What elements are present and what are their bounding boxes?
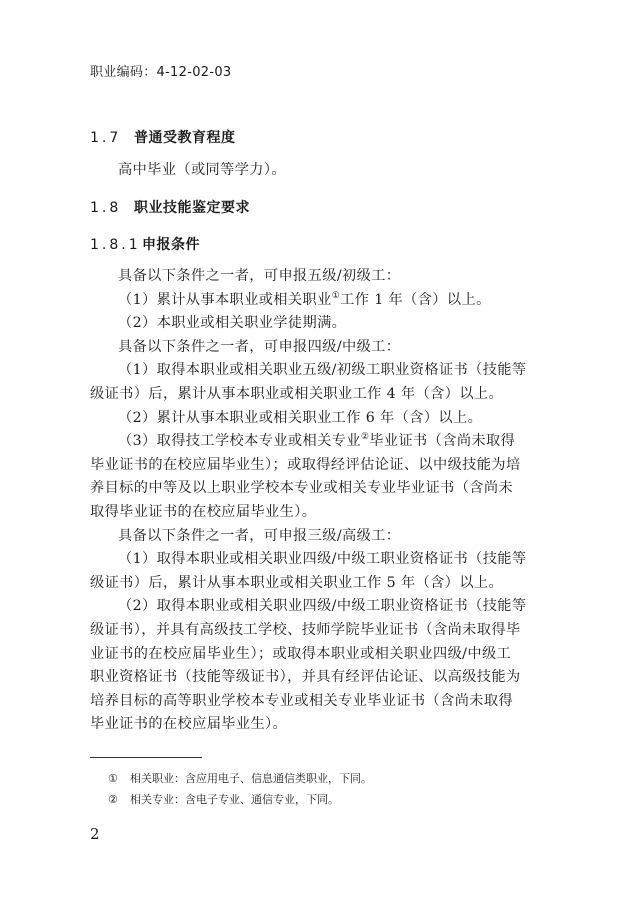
footnote-mark: ② xyxy=(108,793,118,806)
level4-condition-3-line-4: 取得毕业证书的在校应届毕业生）。 xyxy=(90,503,317,520)
footnote-1 xyxy=(108,770,372,786)
section-heading-1-7 xyxy=(90,127,236,147)
footnote-ref-2: ② xyxy=(360,432,370,443)
level4-intro: 具备以下条件之一者，可申报四级/中级工： xyxy=(118,338,401,355)
level3-condition-2-line-6: 毕业证书的在校应届毕业生）。 xyxy=(90,716,288,733)
footnote-ref-1: ① xyxy=(331,290,341,301)
level3-condition-2-line-4: 职业资格证书（技能等级证书），并具有经评估论证、以高级技能为 xyxy=(90,669,521,686)
level3-condition-2-line-2: 级证书），并具有高级技工学校、技师学院毕业证书（含尚未取得毕 xyxy=(90,621,521,638)
level4-condition-1-line-1: （1）取得本职业或相关职业五级/初级工职业资格证书（技能等 xyxy=(118,362,527,379)
footnote-text: 相关专业：含电子专业、通信专业，下同。 xyxy=(130,793,339,806)
level4-condition-2: （2）累计从事本职业或相关职业工作 6 年（含）以上。 xyxy=(118,409,483,426)
education-paragraph xyxy=(90,159,550,183)
text-line: 高中毕业（或同等学力）。 xyxy=(118,162,286,178)
section-title: 普通受教育程度 xyxy=(134,130,236,146)
section-title: 申报条件 xyxy=(142,237,200,253)
footnote-divider xyxy=(90,757,202,758)
page-number: 2 xyxy=(90,825,100,843)
level4-condition-3-line-3: 养目标的中等及以上职业学校本专业或相关专业毕业证书（含尚未 xyxy=(90,480,514,497)
level3-condition-2-line-5: 培养目标的高等职业学校本专业或相关专业毕业证书（含尚未取得 xyxy=(90,692,514,709)
application-conditions-text xyxy=(90,265,550,737)
section-number: 1.8 xyxy=(90,200,122,216)
level3-intro: 具备以下条件之一者，可申报三级/高级工： xyxy=(118,527,401,544)
level4-condition-1-line-2: 级证书）后，累计从事本职业或相关职业工作 4 年（含）以上。 xyxy=(90,385,504,402)
section-number: 1.8.1 xyxy=(90,237,141,253)
level5-condition-2: （2）本职业或相关职业学徒期满。 xyxy=(118,315,347,332)
section-title: 职业技能鉴定要求 xyxy=(134,200,250,216)
level3-condition-2-line-3: 业证书的在校应届毕业生）；或取得本职业或相关职业四级/中级工 xyxy=(90,645,512,662)
footnote-mark: ① xyxy=(108,772,118,785)
section-number: 1.7 xyxy=(90,130,122,146)
level3-condition-1-line-2: 级证书）后，累计从事本职业或相关职业工作 5 年（含）以上。 xyxy=(90,574,504,591)
level3-condition-2-line-1: （2）取得本职业或相关职业四级/中级工职业资格证书（技能等 xyxy=(118,598,527,615)
footnote-2 xyxy=(108,791,339,807)
level5-condition-1: （1）累计从事本职业或相关职业①工作 1 年（含）以上。 xyxy=(118,290,491,308)
level4-condition-3-line-1: （3）取得技工学校本专业或相关专业②毕业证书（含尚未取得 xyxy=(118,432,516,450)
level5-intro: 具备以下条件之一者，可申报五级/初级工： xyxy=(118,268,401,284)
level4-condition-3-line-2: 毕业证书的在校应届毕业生）；或取得经评估论证、以中级技能为培 xyxy=(90,456,521,473)
section-heading-1-8-1 xyxy=(90,234,200,254)
occupation-code: 职业编码：4-12-02-03 xyxy=(90,65,232,80)
footnote-text: 相关职业：含应用电子、信息通信类职业，下同。 xyxy=(130,772,372,785)
level3-condition-1-line-1: （1）取得本职业或相关职业四级/中级工职业资格证书（技能等 xyxy=(118,551,527,568)
section-heading-1-8 xyxy=(90,197,250,217)
